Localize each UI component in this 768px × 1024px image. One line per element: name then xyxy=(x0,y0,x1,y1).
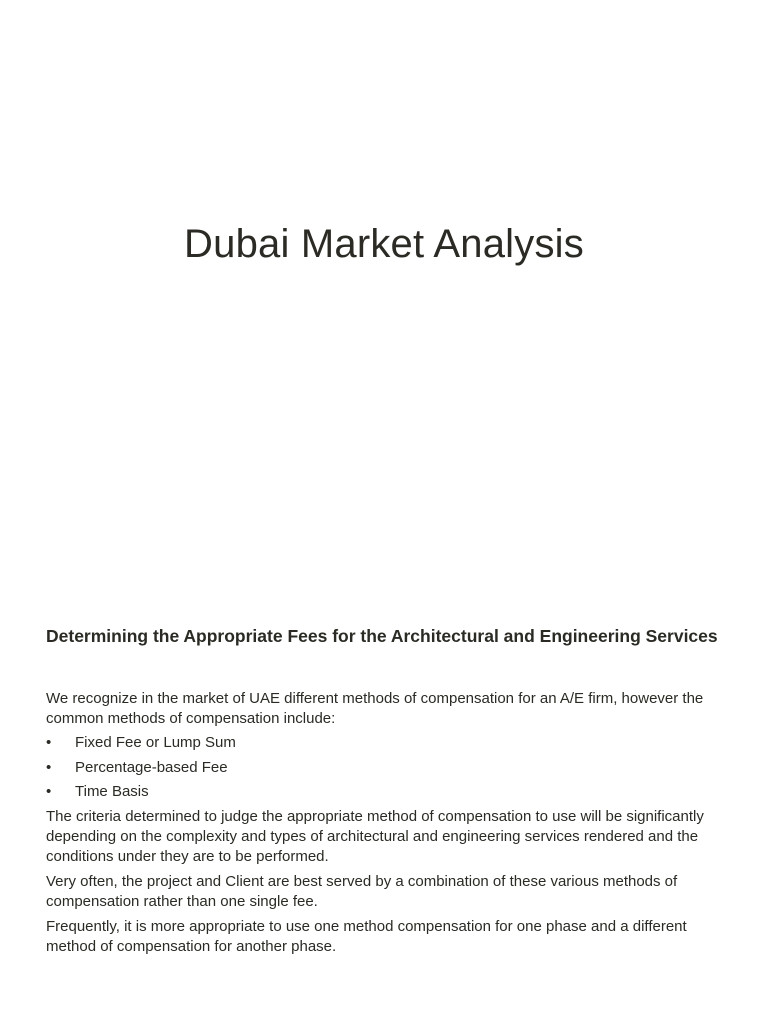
list-item-text: Fixed Fee or Lump Sum xyxy=(75,734,236,751)
list-item xyxy=(46,782,726,802)
compensation-methods-list xyxy=(46,733,726,802)
intro-paragraph: We recognize in the market of UAE different methods of compensation for an A/E firm, however the common methods of compensation include: xyxy=(46,690,704,727)
criteria-paragraph: The criteria determined to judge the appropriate method of compensation to use will be significantly depending on the complexity and types of architectural and engineering services rendered and the conditions under they are to be performed. xyxy=(46,807,704,865)
bullet-icon: • xyxy=(46,758,52,776)
document-title: Dubai Market Analysis xyxy=(184,222,584,266)
bullet-icon: • xyxy=(46,734,52,751)
list-item-text: Percentage-based Fee xyxy=(75,758,228,776)
list-item xyxy=(46,758,726,778)
fees-section xyxy=(46,624,726,957)
list-item-text: Time Basis xyxy=(75,783,149,800)
combination-paragraph: Very often, the project and Client are best served by a combination of these various methods of compensation rather than one single fee. xyxy=(46,872,678,910)
bullet-icon: • xyxy=(46,783,52,800)
phase-paragraph: Frequently, it is more appropriate to use one method compensation for one phase and a different method of compensation for another phase. xyxy=(46,917,687,955)
list-item xyxy=(46,733,726,753)
section-heading: Determining the Appropriate Fees for the Architectural and Engineering Services xyxy=(46,626,718,646)
